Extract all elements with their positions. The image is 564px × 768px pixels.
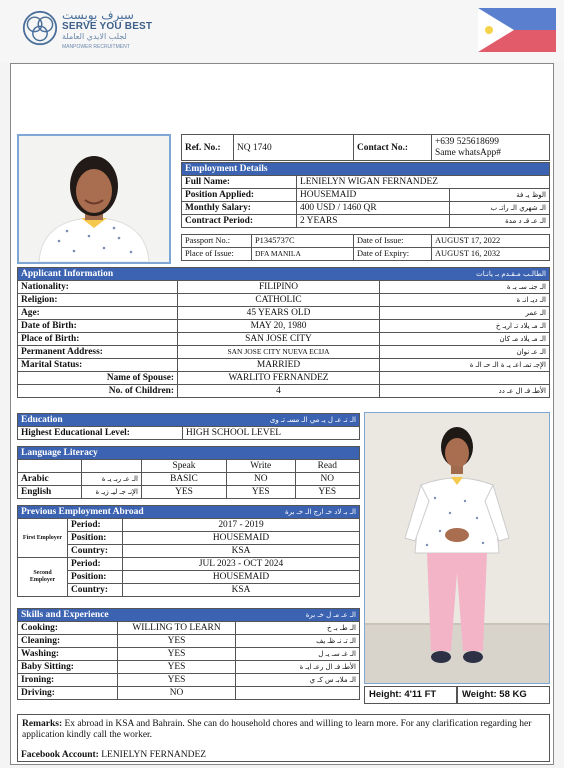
cleaning-value: YES (118, 635, 236, 648)
language-blank-cell (82, 460, 142, 473)
skills-title-arabic: الـ عـ مـ ل خـ برة (305, 611, 356, 619)
ironing-label: Ironing: (18, 674, 118, 687)
arabic-read: NO (295, 473, 359, 486)
address-value: SAN JOSE CITY NUEVA ECIJA (178, 346, 380, 359)
facebook-label: Facebook Account: (21, 750, 99, 760)
height-label: Height: (369, 689, 402, 700)
brand-subtitle-arabic: لجلب الايدي العاملة (62, 32, 127, 41)
applicant-information-header (18, 268, 550, 281)
contract-value: 2 YEARS (297, 215, 450, 228)
first-employer-label: First Employer (18, 519, 68, 558)
nationality-label: Nationality: (18, 281, 178, 294)
marital-status-arabic: الإجـ تمـ اعـ يـ ة الـ حـ الـ ة (380, 359, 550, 372)
cleaning-label: Cleaning: (18, 635, 118, 648)
spouse-arabic (380, 372, 550, 385)
previous-employment-title: Previous Employment Abroad (21, 507, 144, 517)
education-table (17, 413, 360, 440)
contract-label: Contract Period: (182, 215, 297, 228)
language-header: Language Literacy (18, 447, 360, 460)
second-period-value: JUL 2023 - OCT 2024 (123, 558, 360, 571)
skills-header (18, 609, 360, 622)
english-speak: YES (142, 486, 227, 499)
second-country-label: Country: (68, 584, 123, 597)
applicant-portrait-photo (17, 134, 171, 264)
issue-place-value: DFA MANILA (252, 248, 354, 261)
facebook-account (21, 750, 206, 760)
passport-table (181, 234, 550, 261)
birth-place-arabic: الـ مـ يلاد مـ كان (380, 333, 550, 346)
second-country-value: KSA (123, 584, 360, 597)
applicant-information-title-arabic: الطالـب مـقـدم بـ يانـات (476, 270, 546, 278)
skills-table (17, 608, 360, 700)
expiry-value: AUGUST 16, 2032 (432, 248, 550, 261)
position-label: Position Applied: (182, 189, 297, 202)
english-read: YES (295, 486, 359, 499)
full-name-label: Full Name: (182, 176, 297, 189)
position-arabic: الوظ يـ فة (450, 189, 550, 202)
baby-sitting-value: YES (118, 661, 236, 674)
washing-arabic: الـ غـ سـ يـ ل (236, 648, 360, 661)
contact-number (432, 135, 550, 161)
weight-box (457, 686, 550, 704)
nationality-arabic: الـ جنـ سـ يـ ة (380, 281, 550, 294)
brand-name-arabic: سيرف يوبست (62, 8, 134, 22)
english-language-arabic: الإنـ جـ ليـ زيـ ة (82, 486, 142, 499)
age-label: Age: (18, 307, 178, 320)
applicant-information-title: Applicant Information (21, 269, 114, 279)
position-value: HOUSEMAID (297, 189, 450, 202)
birth-date-arabic: الـ مـ يلاد تـ اريـ خ (380, 320, 550, 333)
passport-label: Passport No.: (182, 235, 252, 248)
first-period-value: 2017 - 2019 (123, 519, 360, 532)
salary-value: 400 USD / 1460 QR (297, 202, 450, 215)
salary-label: Monthly Salary: (182, 202, 297, 215)
marital-status-label: Marital Status: (18, 359, 178, 372)
second-period-label: Period: (68, 558, 123, 571)
cooking-arabic: الـ طـ بـ خ (236, 622, 360, 635)
ref-label: Ref. No.: (182, 135, 234, 161)
language-table (17, 446, 360, 499)
religion-value: CATHOLIC (178, 294, 380, 307)
children-label: No. of Children: (18, 385, 178, 398)
nationality-value: FILIPINO (178, 281, 380, 294)
company-logo-icon (22, 10, 58, 46)
birth-date-value: MAY 20, 1980 (178, 320, 380, 333)
religion-arabic: الـ ديـ انـ ة (380, 294, 550, 307)
first-position-label: Position: (68, 532, 123, 545)
applicant-information-table (17, 267, 550, 398)
application-sheet (10, 63, 554, 765)
previous-employment-table (17, 505, 360, 597)
weight-label: Weight: (462, 689, 497, 700)
salary-arabic: الـ شهري الـ راتـ ب (450, 202, 550, 215)
contact-label: Contact No.: (354, 135, 432, 161)
contract-arabic: الـ عـ قـ د مدة (450, 215, 550, 228)
education-title: Education (21, 415, 63, 425)
height-value: 4'11 FT (404, 689, 437, 700)
passport-number: P1345737C (252, 235, 354, 248)
first-position-value: HOUSEMAID (123, 532, 360, 545)
baby-sitting-label: Baby Sitting: (18, 661, 118, 674)
age-value: 45 YEARS OLD (178, 307, 380, 320)
spouse-value: WARLITO FERNANDEZ (178, 372, 380, 385)
education-header (18, 414, 360, 427)
employment-details-table (181, 162, 550, 228)
driving-label: Driving: (18, 687, 118, 700)
ironing-arabic: الـ ملابـ س كـ ي (236, 674, 360, 687)
arabic-speak: BASIC (142, 473, 227, 486)
applicant-full-body-photo (364, 412, 550, 684)
remarks-text: Ex abroad in KSA and Bahrain. She can do household chores and willing to learn more. For any clarification regarding her application kindly call the worker. (22, 719, 532, 740)
address-label: Permanent Address: (18, 346, 178, 359)
height-box (364, 686, 457, 704)
ref-number: NQ 1740 (234, 135, 354, 161)
ironing-value: YES (118, 674, 236, 687)
education-level-label: Highest Educational Level: (18, 427, 183, 440)
brand-subtitle: MANPOWER RECRUITMENT (62, 44, 130, 50)
baby-sitting-arabic: الأطـ فـ ال رعـ ايـ ة (236, 661, 360, 674)
washing-label: Washing: (18, 648, 118, 661)
english-language-label: English (18, 486, 82, 499)
previous-employment-title-arabic: الـ بـ لاد خـ ارج الـ خـ برة (284, 508, 356, 516)
full-name-value: LENIELYN WIGAN FERNANDEZ (297, 176, 550, 189)
issue-date-value: AUGUST 17, 2022 (432, 235, 550, 248)
marital-status-value: MARRIED (178, 359, 380, 372)
arabic-language-arabic: الـ عـ ربـ يـ ة (82, 473, 142, 486)
age-arabic: الـ عمر (380, 307, 550, 320)
facebook-value: LENIELYN FERNANDEZ (101, 750, 207, 760)
spouse-label: Name of Spouse: (18, 372, 178, 385)
contact-note: Same whatsApp# (435, 147, 501, 158)
first-country-value: KSA (123, 545, 360, 558)
second-employer-label: Second Employer (18, 558, 68, 597)
birth-place-label: Place of Birth: (18, 333, 178, 346)
birth-place-value: SAN JOSE CITY (178, 333, 380, 346)
letterhead (0, 0, 564, 62)
driving-arabic (236, 687, 360, 700)
contact-phone: +639 525618699 (435, 136, 499, 147)
skills-title: Skills and Experience (21, 610, 109, 620)
previous-employment-header (18, 506, 360, 519)
speak-header: Speak (142, 460, 227, 473)
religion-label: Religion: (18, 294, 178, 307)
education-level-value: HIGH SCHOOL LEVEL (183, 427, 360, 440)
english-write: YES (226, 486, 295, 499)
cleaning-arabic: الـ تـ نـ ظـ يف (236, 635, 360, 648)
read-header: Read (295, 460, 359, 473)
children-arabic: الأطـ فـ ال عـ دد (380, 385, 550, 398)
issue-place-label: Place of Issue: (182, 248, 252, 261)
weight-value: 58 KG (499, 689, 527, 700)
cooking-value: WILLING TO LEARN (118, 622, 236, 635)
arabic-write: NO (226, 473, 295, 486)
remarks-label: Remarks: (22, 719, 63, 729)
birth-date-label: Date of Birth: (18, 320, 178, 333)
philippine-flag-icon (478, 8, 556, 52)
address-arabic: الـ عـ نوان (380, 346, 550, 359)
second-position-value: HOUSEMAID (123, 571, 360, 584)
reference-table (181, 134, 550, 161)
issue-date-label: Date of Issue: (354, 235, 432, 248)
children-value: 4 (178, 385, 380, 398)
arabic-language-label: Arabic (18, 473, 82, 486)
expiry-label: Date of Expiry: (354, 248, 432, 261)
education-title-arabic: الـ تـ عـ ل يـ مي الـ مسـ تـ وى (269, 416, 356, 424)
employment-details-header: Employment Details (182, 163, 550, 176)
first-period-label: Period: (68, 519, 123, 532)
washing-value: YES (118, 648, 236, 661)
first-country-label: Country: (68, 545, 123, 558)
cooking-label: Cooking: (18, 622, 118, 635)
brand-name: SERVE YOU BEST (62, 21, 153, 32)
driving-value: NO (118, 687, 236, 700)
second-position-label: Position: (68, 571, 123, 584)
language-blank-cell (18, 460, 82, 473)
write-header: Write (226, 460, 295, 473)
